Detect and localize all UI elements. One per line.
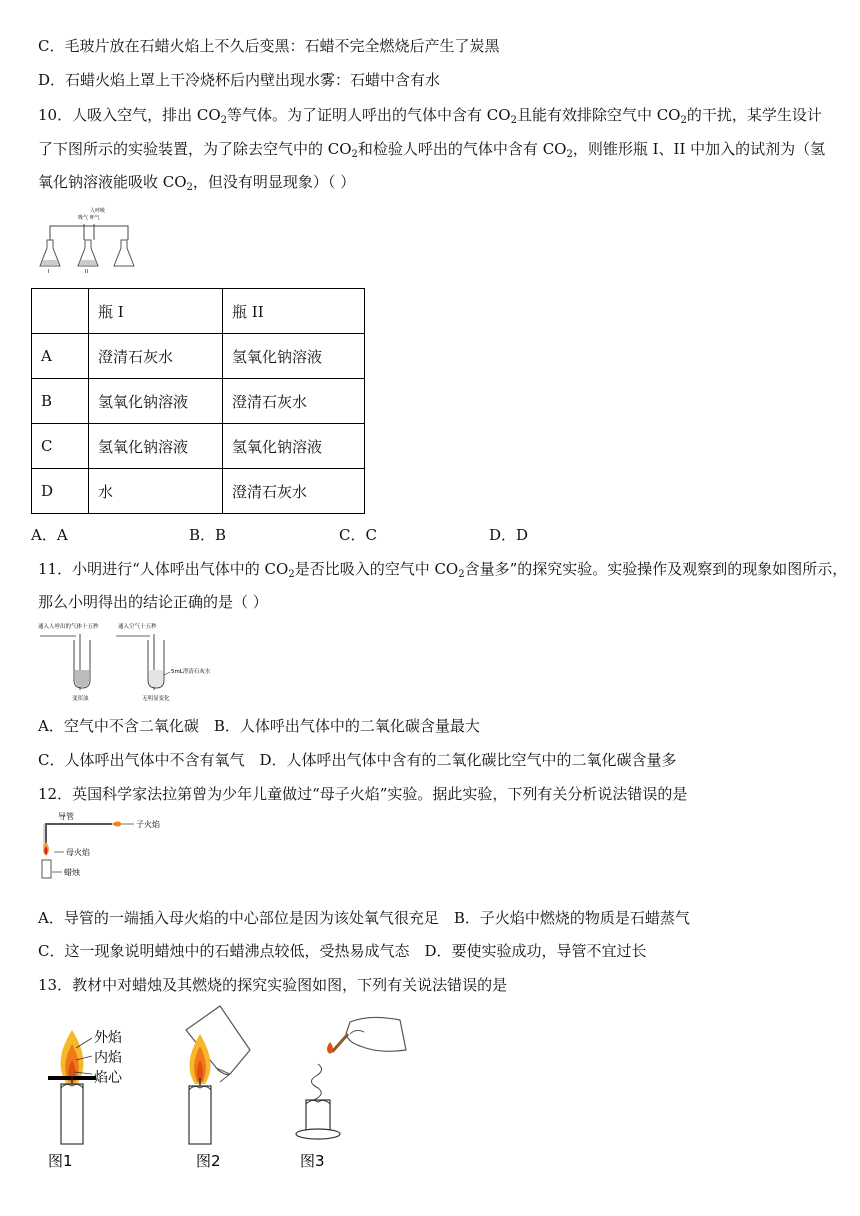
table-cell xyxy=(32,289,89,334)
table-cell: 澄清石灰水 xyxy=(89,334,223,379)
table-row xyxy=(32,379,365,424)
q11-fig-label-right-top: 通入空气十五秒 xyxy=(118,624,157,630)
q11-fig-label-left-bottom: 变浑浊 xyxy=(72,696,89,702)
table-row xyxy=(32,424,365,469)
q11-fig-label-right-bottom: 无明显变化 xyxy=(142,696,170,702)
table-cell: A xyxy=(32,334,89,379)
q12-fig-label-tube: 导管 xyxy=(58,812,74,821)
table-cell: 澄清石灰水 xyxy=(223,379,365,424)
q11-fig-label-side: 5mL澄清石灰水 xyxy=(171,669,211,675)
q12-fig-label-candle: 蜡烛 xyxy=(64,868,80,877)
q10-option-c: C．C xyxy=(339,526,377,544)
q10-stem-line2: 了下图所示的实验装置，为了除去空气中的 $CO_2$和检验人呼出的气体中含有 $CO_2$，则锥形瓶 I、II 中加入的试剂为（氢 xyxy=(38,140,826,160)
table-cell: 水 xyxy=(89,469,223,514)
table-cell: 氢氧化钠溶液 xyxy=(89,379,223,424)
q10-option-a: A．A xyxy=(31,526,68,544)
q11-test-tube-figure xyxy=(38,620,211,702)
table-cell: D xyxy=(32,469,89,514)
q13-stem: 13．教材中对蜡烛及其燃烧的探究实验图如图，下列有关说法错误的是 xyxy=(38,976,508,994)
q13-figure3 xyxy=(290,1014,420,1172)
q10-option-d: D．D xyxy=(489,526,529,544)
table-cell: 氢氧化钠溶液 xyxy=(223,424,365,469)
q12-fig-label-child: 子火焰 xyxy=(136,820,160,829)
table-cell: 氢氧化钠溶液 xyxy=(223,334,365,379)
q11-options-line2: C．人体呼出气体中不含有氧气 D．人体呼出气体中含有的二氧化碳比空气中的二氧化碳含量多 xyxy=(38,751,677,769)
q12-stem: 12．英国科学家法拉第曾为少年儿童做过“母子火焰”实验。据此实验，下列有关分析说法错误的是 xyxy=(38,785,688,803)
q10-apparatus-figure xyxy=(38,204,134,274)
q13-fig-label-inner: 内焰 xyxy=(94,1050,122,1066)
q13-figure1 xyxy=(42,1022,152,1172)
q10-fig-label-top: 人呼吸 xyxy=(90,208,106,214)
q13-fig-label-fig3: 图3 xyxy=(300,1152,325,1170)
q11-stem-line2: 那么小明得出的结论正确的是（ ） xyxy=(38,593,268,611)
table-cell: 氢氧化钠溶液 xyxy=(89,424,223,469)
q10-stem-line1: 10．人吸入空气，排出 $CO_2$等气体。为了证明人呼出的气体中含有 $CO_2$且能有效排除空气中 $CO_2$的干扰，某学生设计 xyxy=(38,106,822,126)
q10-fig-label-bottle2: II xyxy=(85,269,88,275)
q13-fig-label-fig2: 图2 xyxy=(196,1152,221,1170)
table-cell: C xyxy=(32,424,89,469)
q12-flame-figure xyxy=(38,810,168,880)
q10-fig-label-mid: 吸气 呼气 xyxy=(78,215,100,221)
q12-fig-label-mother: 母火焰 xyxy=(66,848,90,857)
q10-stem-line3: 氧化钠溶液能吸收 $CO_2$，但没有明显现象）（ ） xyxy=(38,173,356,193)
table-cell: 澄清石灰水 xyxy=(223,469,365,514)
table-cell: 瓶 II xyxy=(223,289,365,334)
q13-fig-label-core: 焰心 xyxy=(94,1070,122,1086)
table-cell: B xyxy=(32,379,89,424)
q12-options-line2: C．这一现象说明蜡烛中的石蜡沸点较低，受热易成气态 D．要使实验成功，导管不宜过长 xyxy=(38,942,647,960)
q13-figure2 xyxy=(180,1004,270,1172)
q9-option-c: C．毛玻片放在石蜡火焰上不久后变黑：石蜡不完全燃烧后产生了炭黑 xyxy=(38,37,500,55)
table-row xyxy=(32,469,365,514)
q10-option-b: B．B xyxy=(189,526,227,544)
table-header-row xyxy=(32,289,365,334)
q9-option-d: D．石蜡火焰上罩上干冷烧杯后内壁出现水雾：石蜡中含有水 xyxy=(38,71,441,89)
q13-fig-label-fig1: 图1 xyxy=(48,1152,73,1170)
q11-options-line1: A．空气中不含二氧化碳 B．人体呼出气体中的二氧化碳含量最大 xyxy=(38,717,480,735)
q10-reagent-table xyxy=(31,288,365,514)
table-row xyxy=(32,334,365,379)
q13-fig-label-outer: 外焰 xyxy=(94,1030,122,1046)
q11-stem-line1: 11．小明进行“人体呼出气体中的 $CO_2$是否比吸入的空气中 $CO_2$含量多”的探究实验。实验操作及观察到的现象如图所示， xyxy=(38,560,848,580)
q12-options-line1: A．导管的一端插入母火焰的中心部位是因为该处氧气很充足 B．子火焰中燃烧的物质是石蜡蒸气 xyxy=(38,909,690,927)
table-cell: 瓶 I xyxy=(89,289,223,334)
q10-fig-label-bottle1: I xyxy=(48,269,50,275)
q11-fig-label-left-top: 通入人呼出的气体十五秒 xyxy=(38,624,99,630)
